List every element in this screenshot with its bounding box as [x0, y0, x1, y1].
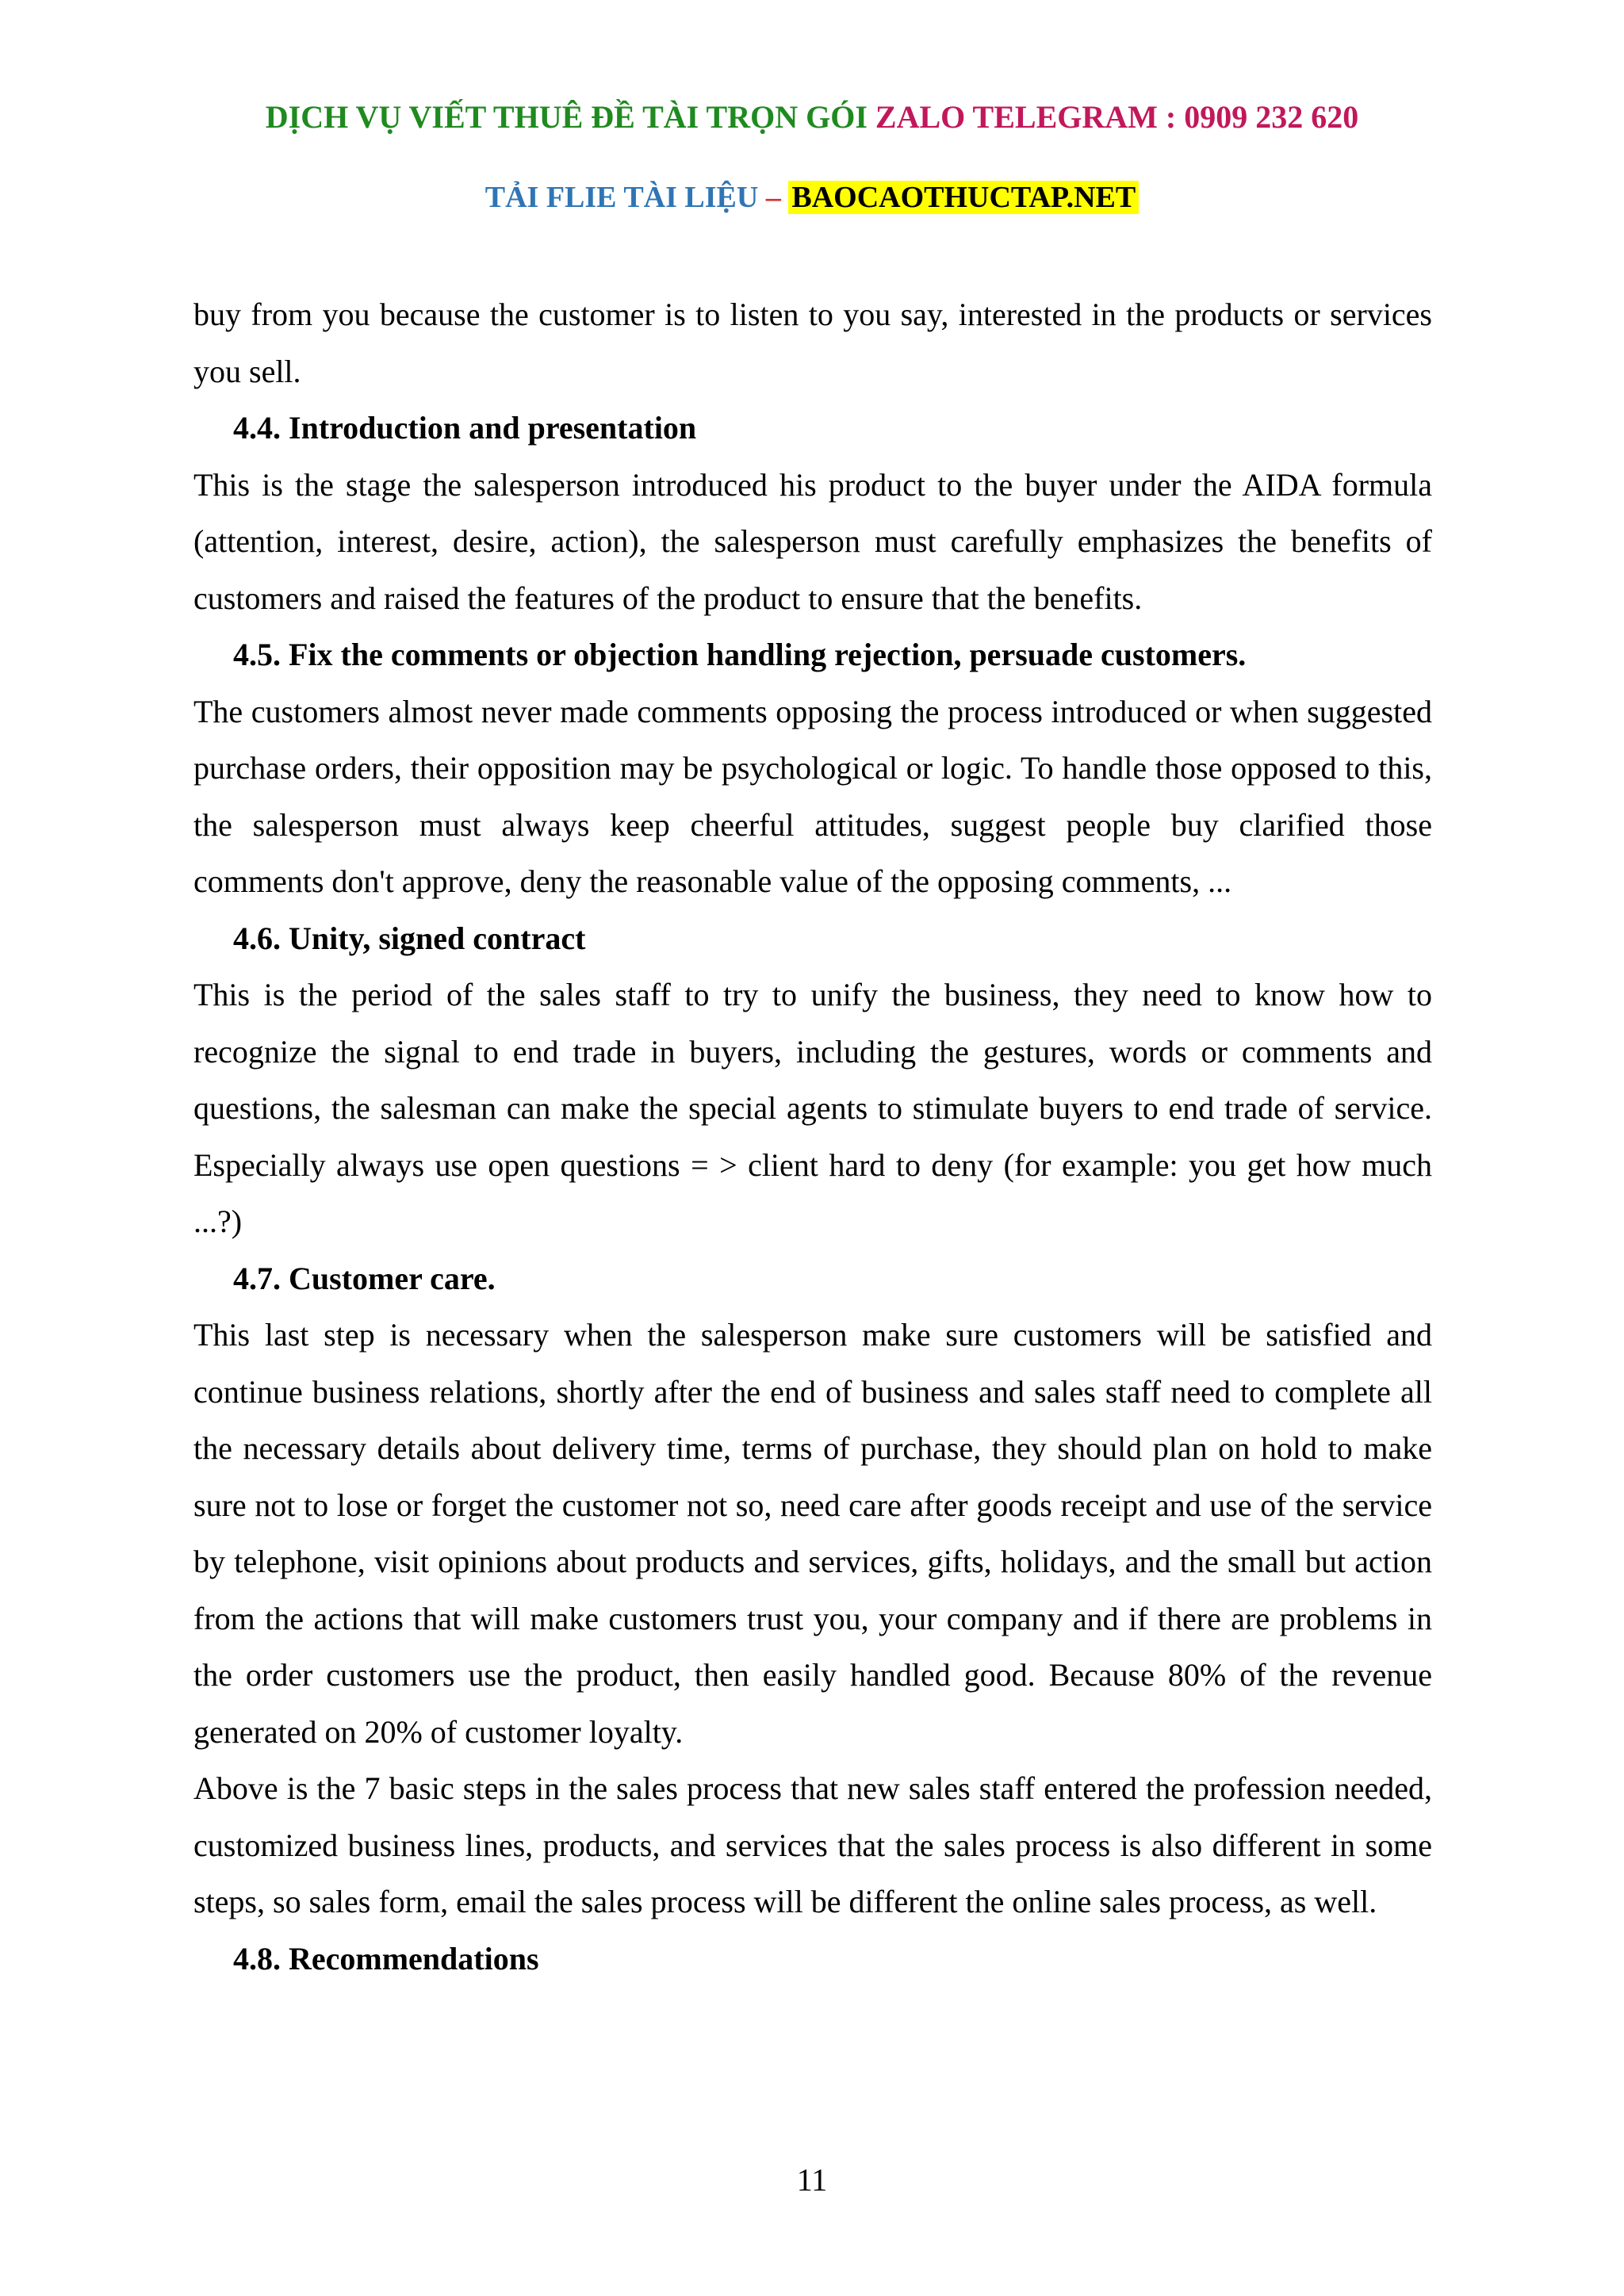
paragraph-4-4: This is the stage the salesperson introduced his product to the buyer under the AIDA formula (attention, interest, desire, action), the salesperson must carefully emphasizes the benefits of customers and raised the features of the product to ensure that the benefits.: [193, 466, 1432, 616]
header-download-label: TẢI FLIE TÀI LIỆU: [485, 181, 759, 214]
paragraph-summary: Above is the 7 basic steps in the sales process that new sales staff entered the profession needed, customized business lines, products, and services that the sales process is also different in some steps, so sales form, email the sales process will be different the online sales process, as well.: [193, 1770, 1432, 1919]
page-number: 11: [796, 2162, 828, 2198]
document-body: [193, 286, 1432, 1987]
paragraph-intro: buy from you because the customer is to listen to you say, interested in the products or services you sell.: [193, 297, 1432, 389]
heading-4-6: 4.6. Unity, signed contract: [233, 920, 586, 956]
header-site-link[interactable]: BAOCAOTHUCTAP.NET: [788, 181, 1139, 214]
header-contact-text: ZALO TELEGRAM : 0909 232 620: [875, 99, 1359, 135]
paragraph-4-6: This is the period of the sales staff to try to unify the business, they need to know how to recognize the signal to end trade in buyers, including the gestures, words or comments and questions, the salesman can make the special agents to stimulate buyers to end trade of service. Especially always use open questions = > client hard to deny (for example: you get how much ...?): [193, 977, 1432, 1239]
heading-4-4: 4.4. Introduction and presentation: [233, 410, 697, 446]
header-dash: –: [758, 181, 789, 214]
heading-4-5: 4.5. Fix the comments or objection handling rejection, persuade customers.: [233, 637, 1247, 672]
heading-4-7: 4.7. Customer care.: [233, 1260, 496, 1296]
heading-4-8: 4.8. Recommendations: [233, 1940, 539, 1976]
header-service-text: DỊCH VỤ VIẾT THUÊ ĐỀ TÀI TRỌN GÓI: [265, 99, 875, 135]
paragraph-4-5: The customers almost never made comments opposing the process introduced or when suggested purchase orders, their opposition may be psychological or logic. To handle those opposed to this, the salesperson must always keep cheerful attitudes, suggest people buy clarified those comments don't approve, deny the reasonable value of the opposing comments, ...: [193, 693, 1432, 899]
header-service-banner: [0, 94, 1624, 141]
header-download-banner: [0, 175, 1624, 220]
paragraph-4-7: This last step is necessary when the salesperson make sure customers will be satisfied and continue business relations, shortly after the end of business and sales staff need to complete all the necessary details about delivery time, terms of purchase, they should plan on hold to make sure not to lose or forget the customer not so, need care after goods receipt and use of the service by telephone, visit opinions about products and services, gifts, holidays, and the small but action from the actions that will make customers trust you, your company and if there are problems in the order customers use the product, then easily handled good. Because 80% of the revenue generated on 20% of customer loyalty.: [193, 1317, 1432, 1750]
